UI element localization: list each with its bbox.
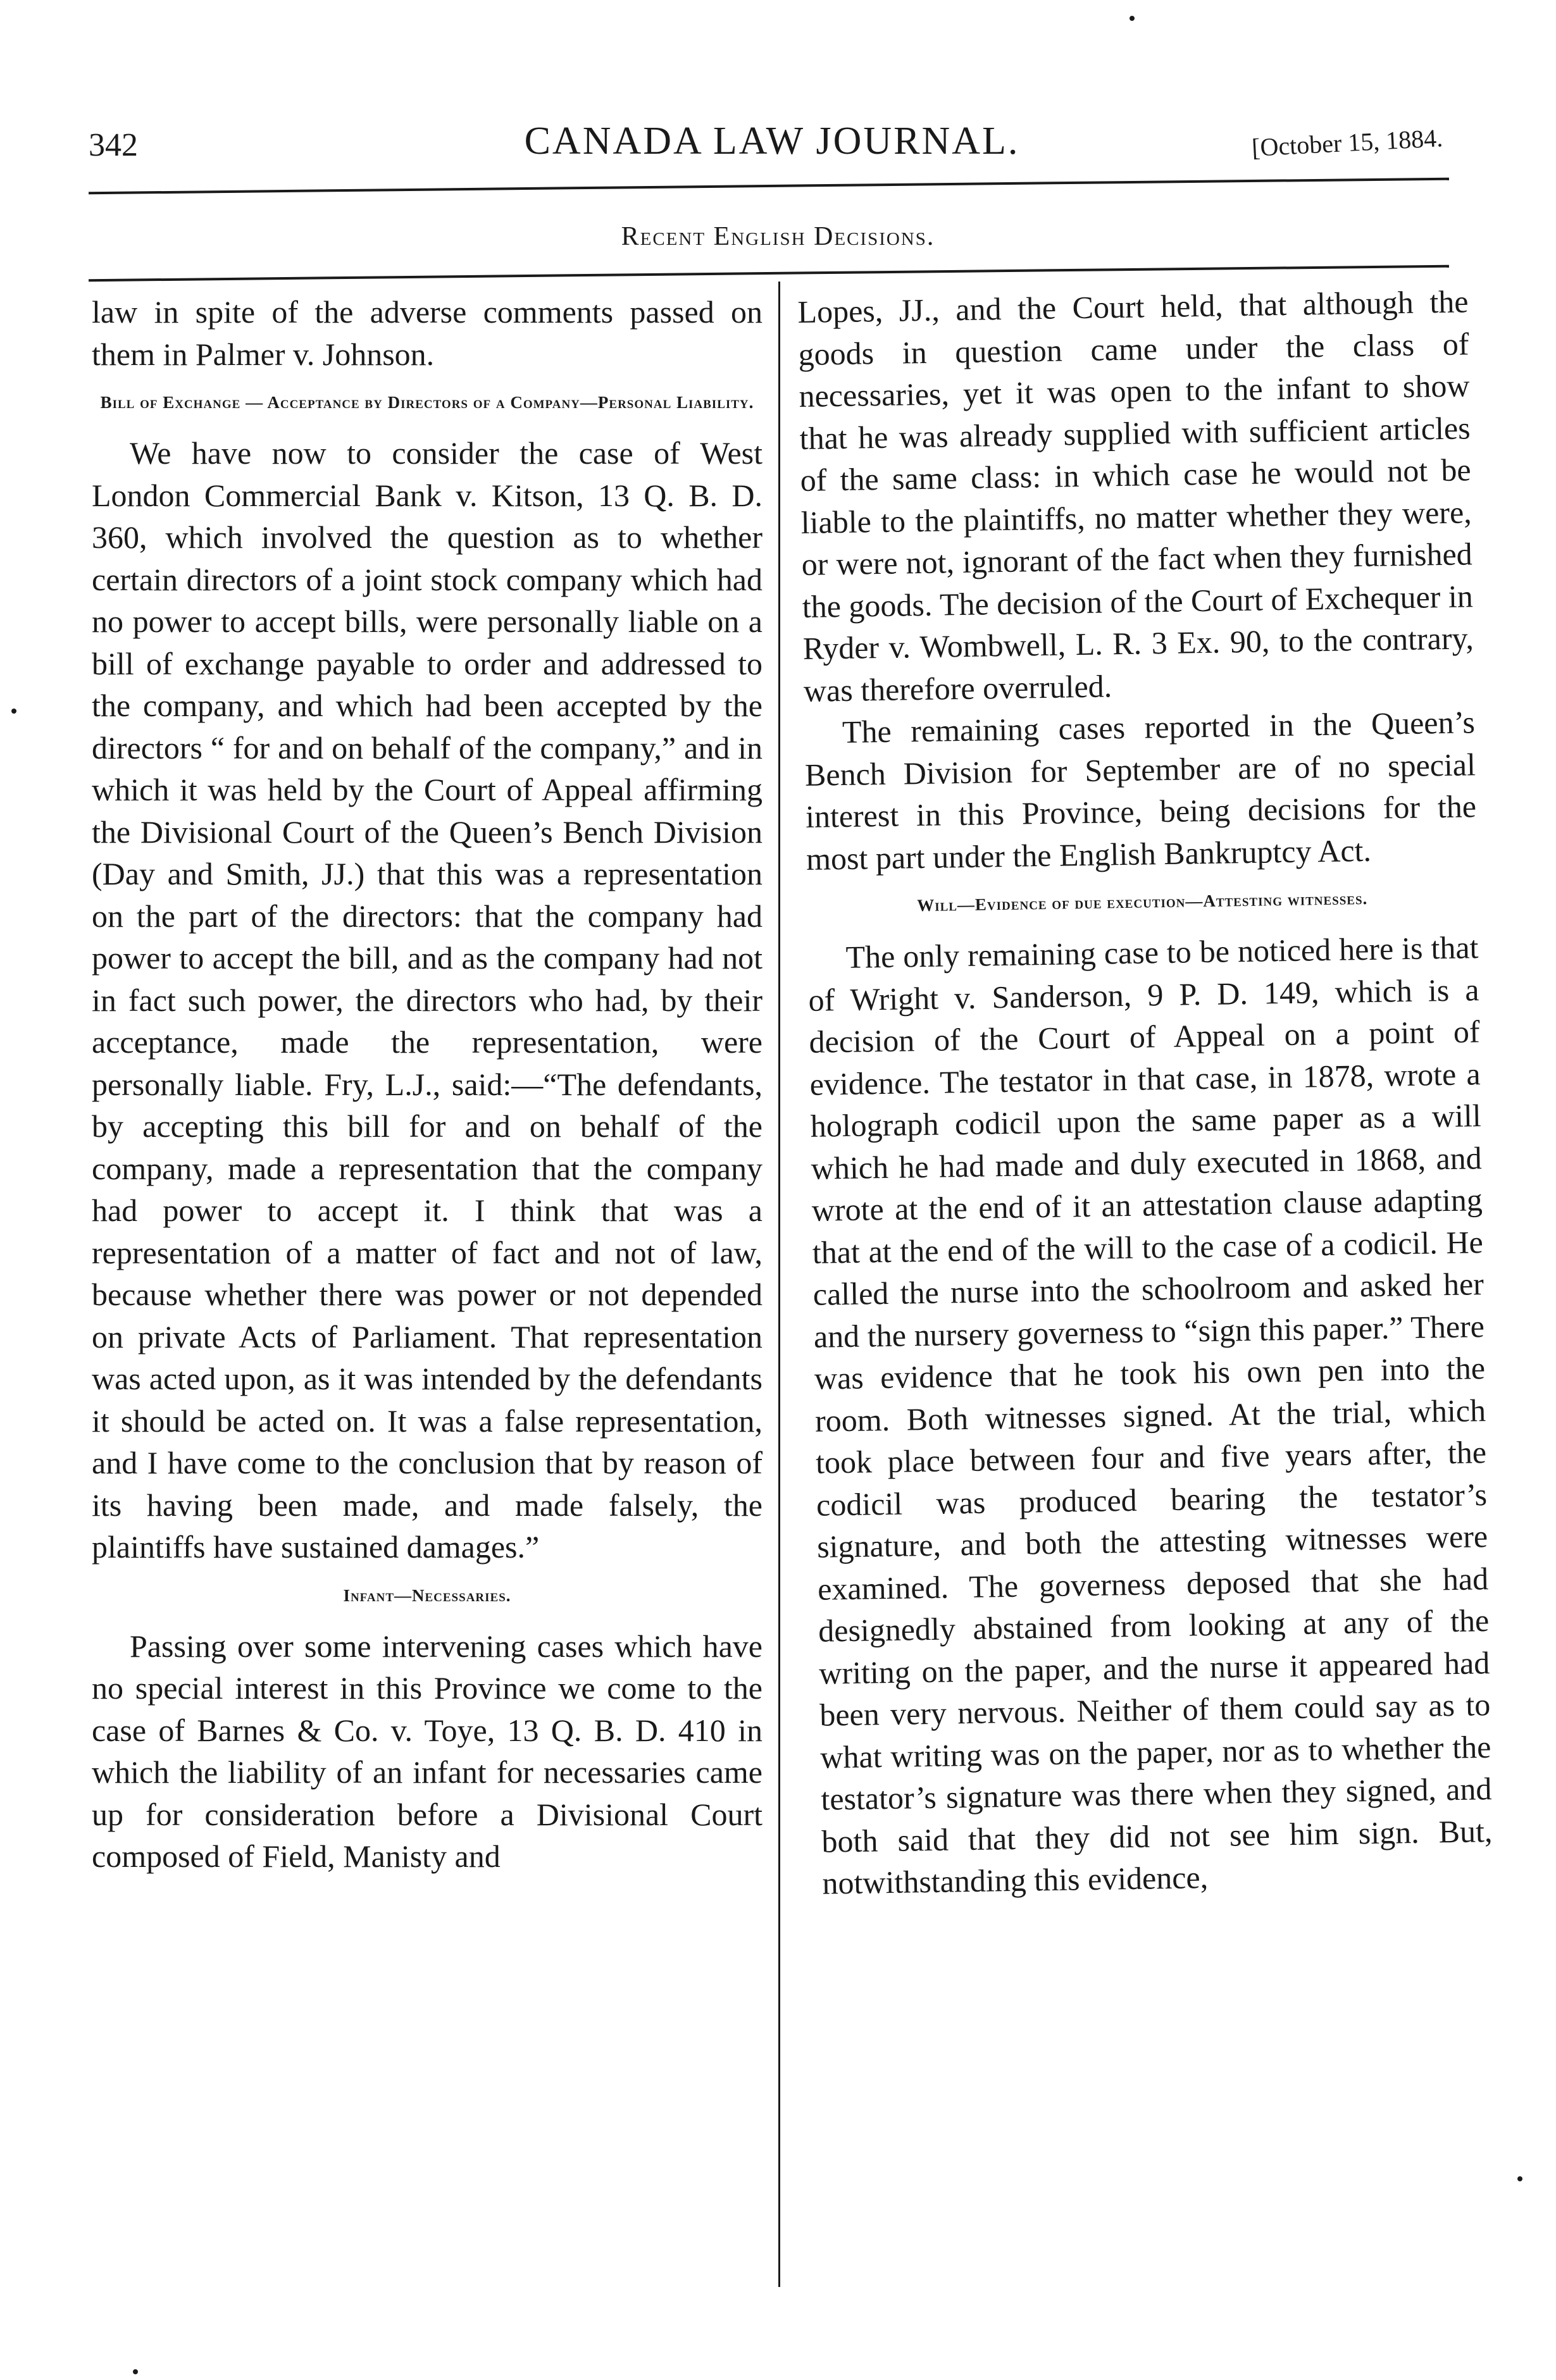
- section-title: Recent English Decisions.: [621, 222, 935, 251]
- issue-date: [October 15, 1884.: [1250, 123, 1443, 162]
- paragraph: Passing over some intervening cases which have no special interest in this Province we come to the case of Barnes & Co. v. Toye, 13 Q. B. D. 410 in which the liability of an infant for necessaries came up for consideration before a Divisional Court composed of Field, Manisty and: [92, 1628, 762, 1874]
- case-heading: Bill of Exchange — Acceptance by Directors of a Company—Personal Liability.: [100, 393, 754, 412]
- page-header: [89, 114, 1455, 171]
- column-divider: [778, 282, 780, 2287]
- ink-speck: [1130, 16, 1135, 21]
- paragraph: law in spite of the adverse comments passed on them in Palmer v. Johnson.: [92, 294, 762, 372]
- page-number: 342: [89, 127, 138, 163]
- paragraph: The remaining cases reported in the Queen’s Bench Division for September are of no special interest in this Province, being decisions for the most part under the English Bankruptcy Act.: [804, 704, 1477, 877]
- paragraph: The only remaining case to be noticed here is that of Wright v. Sanderson, 9 P. D. 149, which is a decision of the Court of Appeal on a point of evidence. The testator in that case, in 1878, wrote a holograph codicil upon the same paper as a will which he had made and duly executed in 1868, and wrote at the end of it an attestation clause adapting that at the end of the will to the case of a codicil. He called the nurse into the schoolroom and asked her and the nursery governess to “sign this paper.” There was evidence that he took his own pen into the room. Both witnesses signed. At the trial, which took place between four and five years after, the codicil was produced bearing the testator’s signature, and both the attesting witnesses were examined. The governess deposed that she had designedly abstained from looking at any of the writing on the paper, and the nurse it appeared had been very nervous. Neither of them could say as to what writing was on the paper, nor as to whether the testator’s signature was there when they signed, and both said that they did not see him sign. But, notwithstanding this evidence,: [808, 929, 1493, 1901]
- section-rule: [89, 265, 1449, 282]
- header-rule: [89, 178, 1449, 195]
- ink-speck: [11, 709, 16, 714]
- paragraph: We have now to consider the case of West London Commercial Bank v. Kitson, 13 Q. B. D. 360, which involved the question as to whether certain directors of a joint stock company which had no power to accept bills, were personally liable on a bill of exchange payable to order and addressed to the company, and which had been accepted by the directors “ for and on behalf of the company,” and in which it was held by the Court of Appeal affirming the Divisional Court of the Queen’s Bench Division (Day and Smith, JJ.) that this was a representation on the part of the directors: that the company had power to accept the bill, and as the company had not in fact such power, the directors who had, by their acceptance, made the representation, were personally liable. Fry, L.J., said:—“The defendants, by accepting this bill for and on behalf of the company, made a representation that the company had power to accept it. I think that was a representation of a matter of fact and not of law, because whether there was power or not depended on private Acts of Parliament. That representation was acted upon, as it was intended by the defendants it should be acted on. It was a false representation, and I have come to the conclusion that by reason of its having been made, and made falsely, the plaintiffs have sustained damages.”: [92, 435, 762, 1565]
- left-column: [92, 291, 762, 1878]
- case-heading: Will—Evidence of due execution—Attesting witnesses.: [916, 888, 1368, 915]
- ink-speck: [133, 2369, 138, 2374]
- case-heading: Infant—Necessaries.: [343, 1585, 511, 1605]
- right-column: [797, 280, 1493, 1904]
- ink-speck: [1517, 2176, 1522, 2181]
- journal-title: CANADA LAW JOURNAL.: [524, 120, 1020, 163]
- paragraph: Lopes, JJ., and the Court held, that although the goods in question came under the class of necessaries, yet it was open to the infant to show that he was already supplied with sufficient articles of the same class: in which case he would not be liable to the plaintiffs, no matter whether they were, or were not, ignorant of the fact when they furnished the goods. The decision of the Court of Exchequer in Ryder v. Wombwell, L. R. 3 Ex. 90, to the contrary, was therefore overruled.: [797, 283, 1474, 709]
